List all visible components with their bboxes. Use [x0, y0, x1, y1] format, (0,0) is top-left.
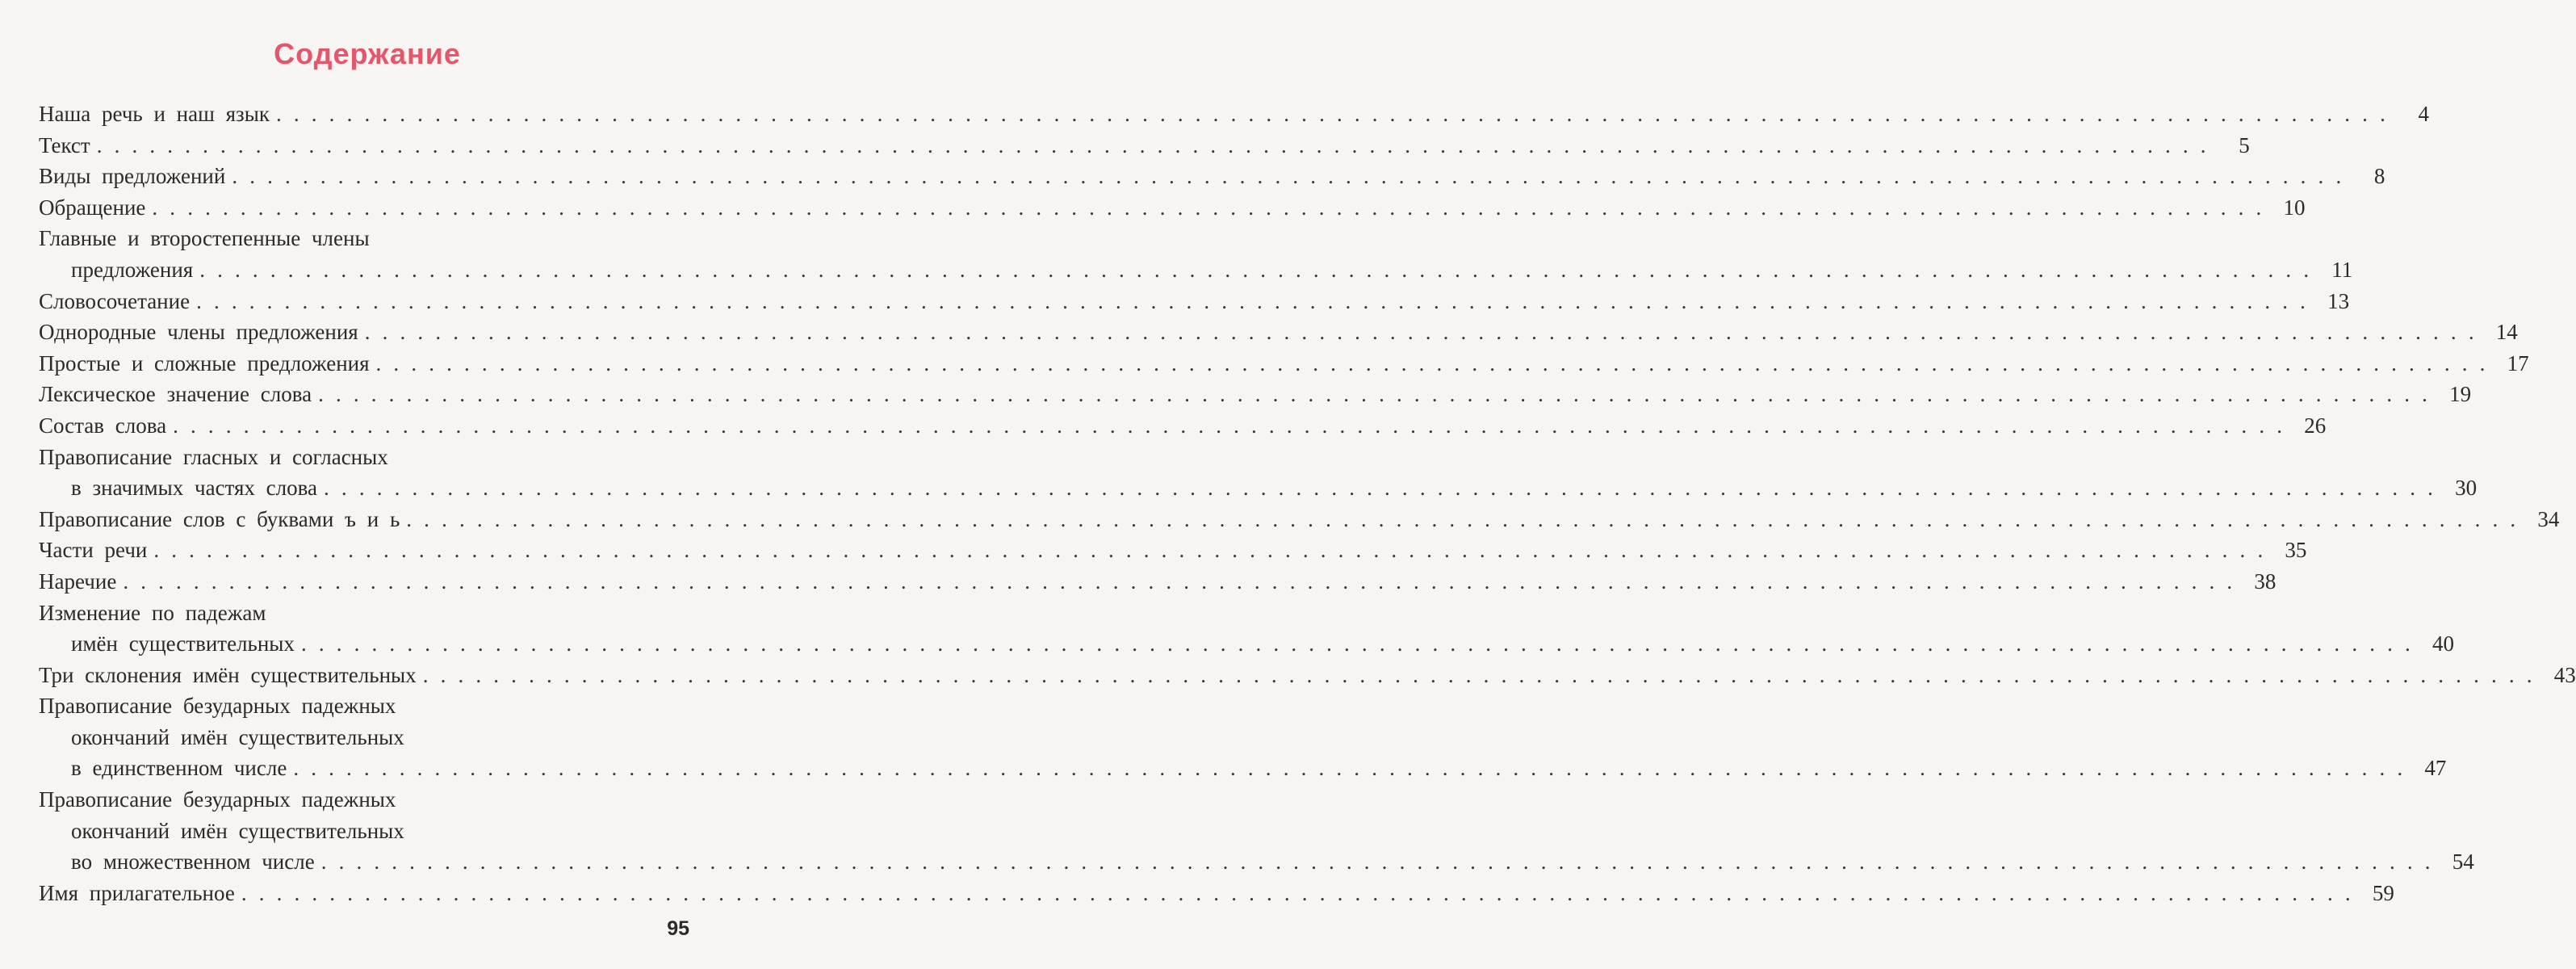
dot-leader: . . . . . . . . . . . . . . . . . . . . . . . . . . . . . . . . . . . . . . . . . . . . . . . . . . . . . . . . . . . . . . . . . . . . . . . . . . . . . . . . . . . . . . . . . . . . . . . . . . . . . . . . . . . . . . . . . . . . . . . . — [406, 506, 2519, 531]
toc-line — [39, 566, 2277, 598]
toc-entry-title: Наречие — [39, 568, 117, 594]
toc-entry-title: Главные и второстепенные члены — [39, 226, 370, 251]
toc-page-number: 5 — [2239, 132, 2250, 157]
toc-page-number: 30 — [2455, 476, 2478, 501]
toc-entry — [39, 784, 2474, 878]
toc-entry — [39, 598, 2454, 660]
toc-page-number: 10 — [2283, 195, 2306, 220]
toc-line — [39, 410, 2327, 442]
toc-line — [39, 816, 693, 847]
toc-line — [39, 472, 2478, 504]
toc-entry — [39, 504, 2560, 535]
toc-page-number: 26 — [2304, 413, 2327, 438]
toc-page-number: 34 — [2537, 506, 2560, 531]
toc-page-number: 8 — [2373, 164, 2385, 189]
toc-line — [39, 878, 2394, 909]
dot-leader: . . . . . . . . . . . . . . . . . . . . . . . . . . . . . . . . . . . . . . . . . . . . . . . . . . . . . . . . . . . . . . . . . . . . . . . . . . . . . . . . . . . . . . . . . . . . . . . . . . . . . . . . . . . . . . . . . . . . . . . . — [422, 662, 2536, 687]
toc-entry-title: Однородные члены предложения — [39, 320, 358, 345]
toc-entry — [39, 130, 2250, 162]
toc-entry-title: Правописание безударных падежных — [39, 787, 396, 812]
dot-leader: . . . . . . . . . . . . . . . . . . . . . . . . . . . . . . . . . . . . . . . . . . . . . . . . . . . . . . . . . . . . . . . . . . . . . . . . . . . . . . . . . . . . . . . . . . . . . . . . . . . . . . . . . . . . . . . . . . . . . . . . — [199, 257, 2313, 282]
toc-entry — [39, 161, 2385, 192]
dot-leader: . . . . . . . . . . . . . . . . . . . . . . . . . . . . . . . . . . . . . . . . . . . . . . . . . . . . . . . . . . . . . . . . . . . . . . . . . . . . . . . . . . . . . . . . . . . . . . . . . . . . . . . . . . . . . . . . . . . . . . . . — [241, 880, 2354, 905]
toc-entry — [39, 317, 2518, 348]
toc-entry — [39, 348, 2529, 380]
toc-line — [39, 722, 693, 753]
toc-entry — [39, 99, 2430, 130]
toc-page-number: 11 — [2331, 257, 2353, 282]
dot-leader: . . . . . . . . . . . . . . . . . . . . . . . . . . . . . . . . . . . . . . . . . . . . . . . . . . . . . . . . . . . . . . . . . . . . . . . . . . . . . . . . . . . . . . . . . . . . . . . . . . . . . . . . . . . . . . . . . . . . . . . . — [324, 476, 2437, 501]
toc-entry-title: Части речи — [39, 538, 148, 563]
toc-line — [39, 286, 2350, 317]
toc-entry — [39, 535, 2307, 566]
toc-line — [39, 192, 2306, 224]
toc-line — [39, 99, 2430, 130]
page-number: 95 — [667, 917, 689, 940]
toc-line — [39, 130, 2250, 162]
toc-entry — [39, 223, 2353, 285]
toc-line — [39, 223, 693, 254]
toc-entry-title: Виды предложений — [39, 164, 226, 189]
toc-entry-title: Лексическое значение слова — [39, 382, 312, 407]
toc-page-number: 40 — [2432, 631, 2454, 656]
toc-entry — [39, 566, 2277, 598]
toc-entry-title: Обращение — [39, 195, 146, 220]
toc-line — [39, 660, 2576, 691]
toc-line — [39, 504, 2560, 535]
toc-page-number: 4 — [2418, 102, 2430, 126]
toc-entry-title: имён существительных — [71, 631, 295, 656]
dot-leader: . . . . . . . . . . . . . . . . . . . . . . . . . . . . . . . . . . . . . . . . . . . . . . . . . . . . . . . . . . . . . . . . . . . . . . . . . . . . . . . . . . . . . . . . . . . . . . . . . . . . . . . . . . . . . . . . . . . . . . . . — [320, 849, 2434, 875]
toc-line — [39, 254, 2353, 286]
page-title: Содержание — [274, 37, 461, 70]
toc-entry-title: окончаний имён существительных — [71, 724, 404, 749]
toc-entry-title: Изменение по падежам — [39, 600, 266, 625]
dot-leader: . . . . . . . . . . . . . . . . . . . . . . . . . . . . . . . . . . . . . . . . . . . . . . . . . . . . . . . . . . . . . . . . . . . . . . . . . . . . . . . . . . . . . . . . . . . . . . . . . . . . . . . . . . . . . . . . . . . . . . . . — [300, 631, 2414, 656]
toc-page-number: 47 — [2424, 756, 2447, 781]
toc-page-number: 54 — [2452, 849, 2474, 875]
dot-leader: . . . . . . . . . . . . . . . . . . . . . . . . . . . . . . . . . . . . . . . . . . . . . . . . . . . . . . . . . . . . . . . . . . . . . . . . . . . . . . . . . . . . . . . . . . . . . . . . . . . . . . . . . . . . . . . . . . . . . . . . — [123, 568, 2236, 594]
dot-leader: . . . . . . . . . . . . . . . . . . . . . . . . . . . . . . . . . . . . . . . . . . . . . . . . . . . . . . . . . . . . . . . . . . . . . . . . . . . . . . . . . . . . . . . . . . . . . . . . . . . . . . . . . . . . . . . . . . . . . . . . — [196, 288, 2310, 313]
toc-entry — [39, 192, 2306, 224]
dot-leader: . . . . . . . . . . . . . . . . . . . . . . . . . . . . . . . . . . . . . . . . . . . . . . . . . . . . . . . . . . . . . . . . . . . . . . . . . . . . . . . . . . . . . . . . . . . . . . . . . . . . . . . . . . . . . . . . . . . . . . . . — [173, 413, 2286, 438]
dot-leader: . . . . . . . . . . . . . . . . . . . . . . . . . . . . . . . . . . . . . . . . . . . . . . . . . . . . . . . . . . . . . . . . . . . . . . . . . . . . . . . . . . . . . . . . . . . . . . . . . . . . . . . . . . . . . . . . . . . . . . . . — [153, 538, 2267, 563]
toc-line — [39, 348, 2529, 380]
toc-page-number: 14 — [2495, 320, 2518, 345]
toc-entry — [39, 442, 2478, 504]
toc-entry — [39, 286, 2350, 317]
dot-leader: . . . . . . . . . . . . . . . . . . . . . . . . . . . . . . . . . . . . . . . . . . . . . . . . . . . . . . . . . . . . . . . . . . . . . . . . . . . . . . . . . . . . . . . . . . . . . . . . . . . . . . . . . . . . . . . . . . . . . . . . — [293, 756, 2406, 781]
toc-entry — [39, 660, 2576, 691]
toc-entry-title: во множественном числе — [71, 849, 315, 875]
toc-line — [39, 690, 693, 722]
toc-line — [39, 442, 693, 473]
toc-entry-title: Правописание слов с буквами ъ и ь — [39, 506, 400, 531]
toc-entry — [39, 878, 2394, 909]
toc-page-number: 17 — [2507, 350, 2529, 375]
toc-entry-title: предложения — [71, 257, 194, 282]
toc-entry-title: Состав слова — [39, 413, 167, 438]
toc-page-number: 35 — [2285, 538, 2307, 563]
toc-entry-title: Правописание безударных падежных — [39, 694, 396, 719]
toc-entry-title: Наша речь и наш язык — [39, 102, 270, 126]
dot-leader: . . . . . . . . . . . . . . . . . . . . . . . . . . . . . . . . . . . . . . . . . . . . . . . . . . . . . . . . . . . . . . . . . . . . . . . . . . . . . . . . . . . . . . . . . . . . . . . . . . . . . . . . . . . . . . . . . . . . . . . . — [152, 195, 2265, 220]
toc-page-number: 13 — [2327, 288, 2350, 313]
toc-entry-title: окончаний имён существительных — [71, 818, 404, 843]
toc-line — [39, 784, 693, 816]
dot-leader: . . . . . . . . . . . . . . . . . . . . . . . . . . . . . . . . . . . . . . . . . . . . . . . . . . . . . . . . . . . . . . . . . . . . . . . . . . . . . . . . . . . . . . . . . . . . . . . . . . . . . . . . . . . . . . . . . . . . . . . . — [275, 102, 2390, 126]
toc-line — [39, 628, 2454, 660]
dot-leader: . . . . . . . . . . . . . . . . . . . . . . . . . . . . . . . . . . . . . . . . . . . . . . . . . . . . . . . . . . . . . . . . . . . . . . . . . . . . . . . . . . . . . . . . . . . . . . . . . . . . . . . . . . . . . . . . . . . . . . . . — [364, 320, 2478, 345]
toc-entry — [39, 410, 2327, 442]
toc-page-number: 19 — [2449, 382, 2472, 407]
toc-entry-title: Правописание гласных и согласных — [39, 444, 388, 469]
toc-entry-title: в единственном числе — [71, 756, 287, 781]
toc-line — [39, 379, 2472, 410]
toc-entry — [39, 379, 2472, 410]
toc-line — [39, 753, 2447, 784]
toc-line — [39, 598, 693, 629]
dot-leader: . . . . . . . . . . . . . . . . . . . . . . . . . . . . . . . . . . . . . . . . . . . . . . . . . . . . . . . . . . . . . . . . . . . . . . . . . . . . . . . . . . . . . . . . . . . . . . . . . . . . . . . . . . . . . . . . . . . . . . . . — [232, 164, 2345, 189]
toc-line — [39, 317, 2518, 348]
toc-entry — [39, 690, 2447, 784]
toc-page-number: 59 — [2372, 880, 2394, 905]
toc-page-number: 38 — [2254, 568, 2277, 594]
toc-entry-title: Словосочетание — [39, 288, 191, 313]
toc-page-number: 43 — [2553, 662, 2576, 687]
toc-line — [39, 161, 2385, 192]
toc-entry-title: Текст — [39, 132, 90, 157]
dot-leader: . . . . . . . . . . . . . . . . . . . . . . . . . . . . . . . . . . . . . . . . . . . . . . . . . . . . . . . . . . . . . . . . . . . . . . . . . . . . . . . . . . . . . . . . . . . . . . . . . . . . . . . . . . . . . . . . . . . . . . . . — [318, 382, 2431, 407]
dot-leader: . . . . . . . . . . . . . . . . . . . . . . . . . . . . . . . . . . . . . . . . . . . . . . . . . . . . . . . . . . . . . . . . . . . . . . . . . . . . . . . . . . . . . . . . . . . . . . . . . . . . . . . . . . . . . . . . . . . . . . . . — [96, 132, 2209, 157]
toc-line — [39, 846, 2474, 878]
toc-line — [39, 535, 2307, 566]
dot-leader: . . . . . . . . . . . . . . . . . . . . . . . . . . . . . . . . . . . . . . . . . . . . . . . . . . . . . . . . . . . . . . . . . . . . . . . . . . . . . . . . . . . . . . . . . . . . . . . . . . . . . . . . . . . . . . . . . . . . . . . . — [375, 350, 2489, 375]
toc-entry-title: в значимых частях слова — [71, 476, 318, 501]
toc-entry-title: Простые и сложные предложения — [39, 350, 370, 375]
toc-entry-title: Имя прилагательное — [39, 880, 235, 905]
table-of-contents — [39, 99, 2576, 908]
toc-entry-title: Три склонения имён существительных — [39, 662, 417, 687]
